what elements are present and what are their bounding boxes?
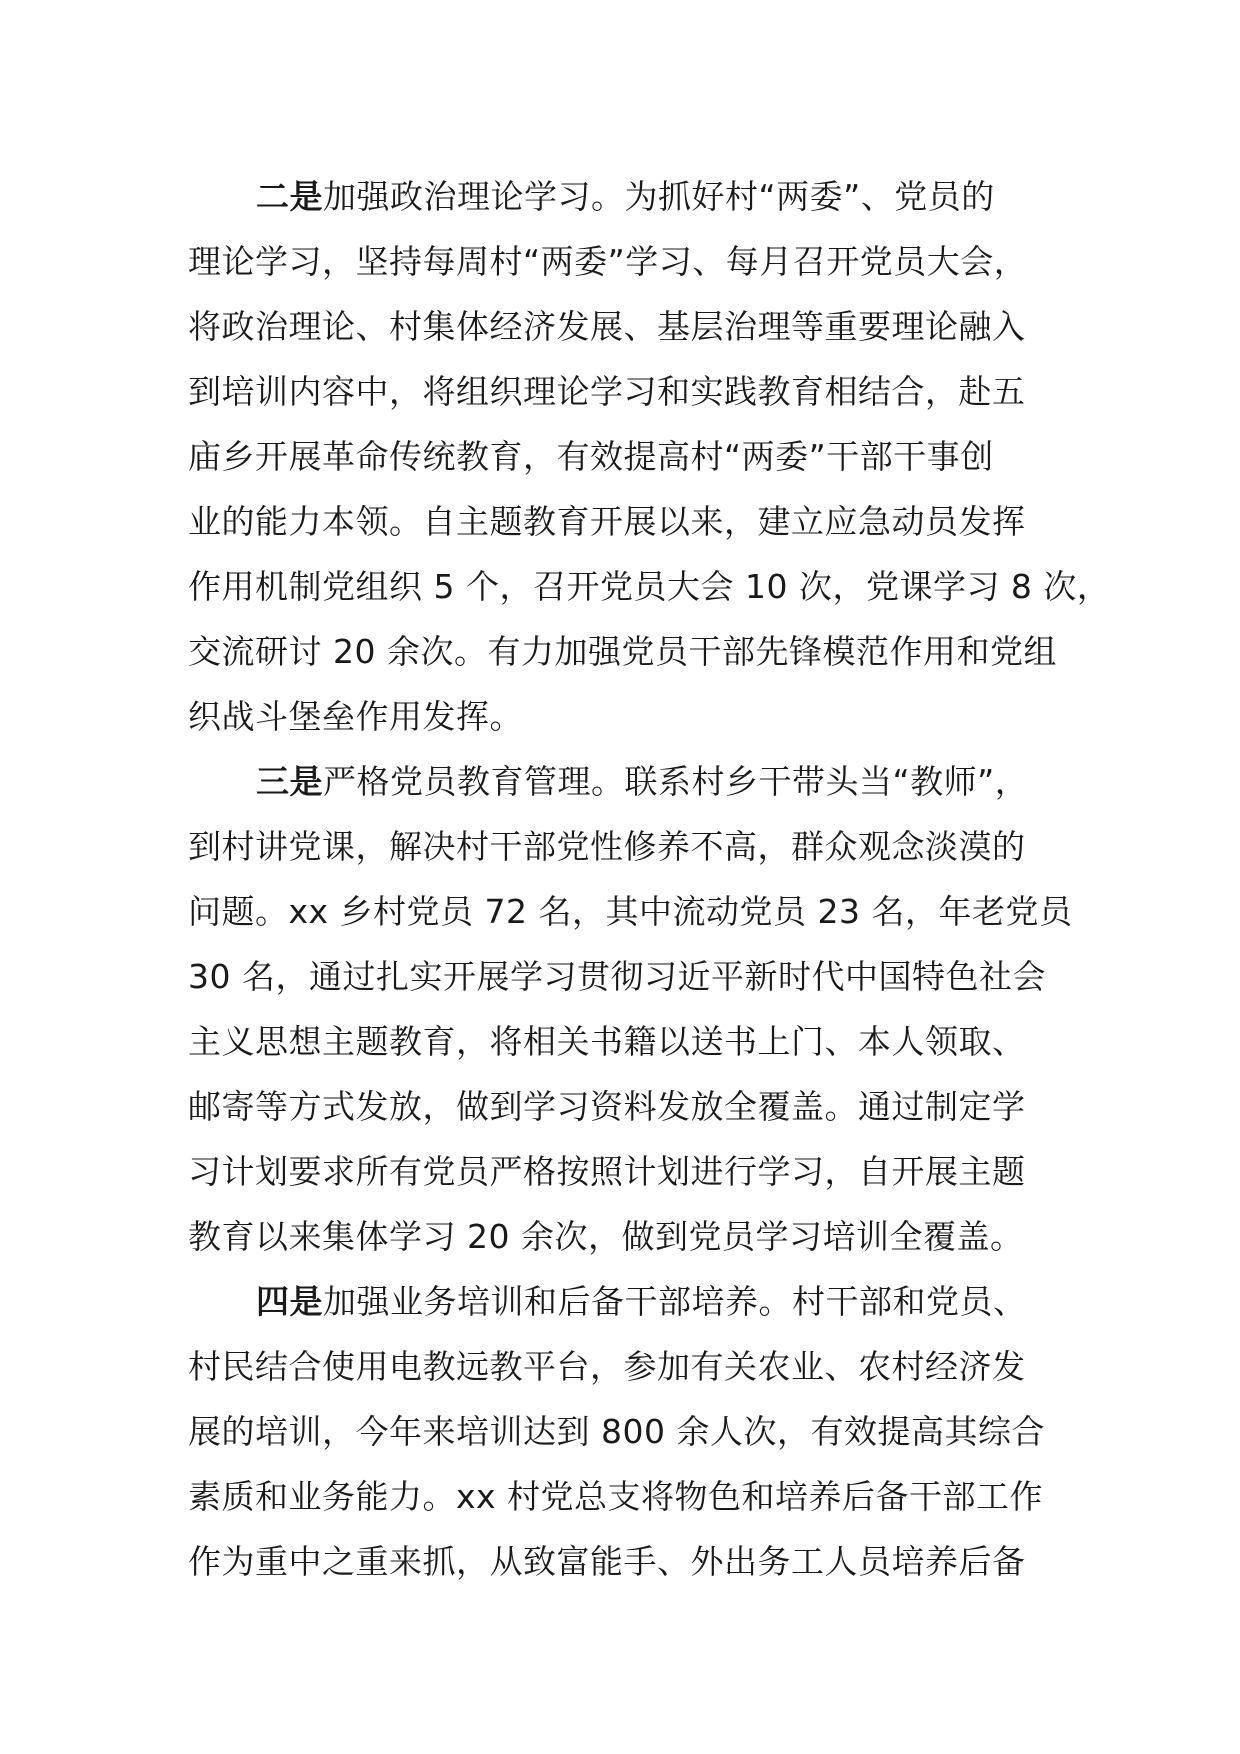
paragraph-line: 展的培训，今年来培训达到 800 余人次，有效提高其综合 (188, 1412, 1045, 1451)
paragraph-lead: 二是 (256, 177, 323, 216)
paragraph-lead: 四是 (256, 1282, 323, 1321)
paragraph-line: 村民结合使用电教远教平台，参加有关农业、农村经济发 (188, 1347, 1026, 1386)
paragraph-line: 30 名，通过扎实开展学习贯彻习近平新时代中国特色社会 (188, 957, 1046, 996)
paragraph-line: 到培训内容中，将组织理论学习和实践教育相结合，赴五 (188, 372, 1026, 411)
paragraph-line: 理论学习，坚持每周村“两委”学习、每月召开党员大会， (188, 242, 1028, 281)
document-page (188, 164, 1111, 1594)
paragraph-line: 作用机制党组织 5 个，召开党员大会 10 次，党课学习 8 次， (188, 567, 1111, 606)
paragraph-line: 作为重中之重来抓，从致富能手、外出务工人员培养后备 (188, 1542, 1026, 1581)
paragraph-line: 将政治理论、村集体经济发展、基层治理等重要理论融入 (188, 307, 1026, 346)
paragraph-line: 到村讲党课，解决村干部党性修养不高，群众观念淡漠的 (188, 827, 1026, 866)
paragraph-line (188, 1269, 1088, 1334)
paragraph-line (188, 164, 1088, 229)
paragraph-line: 交流研讨 20 余次。有力加强党员干部先锋模范作用和党组 (188, 632, 1057, 671)
paragraph-text: 加强政治理论学习。为抓好村“两委”、党员的 (323, 177, 995, 216)
paragraph-line: 主义思想主题教育，将相关书籍以送书上门、本人领取、 (188, 1022, 1026, 1061)
paragraph-text: 严格党员教育管理。联系村乡干带头当“教师”， (323, 762, 1029, 801)
paragraph-line: 教育以来集体学习 20 余次，做到党员学习培训全覆盖。 (188, 1217, 1024, 1256)
paragraph-line: 庙乡开展革命传统教育，有效提高村“两委”干部干事创 (188, 437, 994, 476)
paragraph-text: 加强业务培训和后备干部培养。村干部和党员、 (323, 1282, 1027, 1321)
paragraph-line: 素质和业务能力。xx 村党总支将物色和培养后备干部工作 (188, 1477, 1044, 1516)
paragraph-lead: 三是 (256, 762, 323, 801)
paragraph-line: 问题。xx 乡村党员 72 名，其中流动党员 23 名，年老党员 (188, 892, 1073, 931)
paragraph-line: 织战斗堡垒作用发挥。 (188, 697, 523, 736)
paragraph-line: 业的能力本领。自主题教育开展以来，建立应急动员发挥 (188, 502, 1026, 541)
paragraph-line: 邮寄等方式发放，做到学习资料发放全覆盖。通过制定学 (188, 1087, 1026, 1126)
paragraph-line: 习计划要求所有党员严格按照计划进行学习，自开展主题 (188, 1152, 1026, 1191)
paragraph-line (188, 749, 1088, 814)
